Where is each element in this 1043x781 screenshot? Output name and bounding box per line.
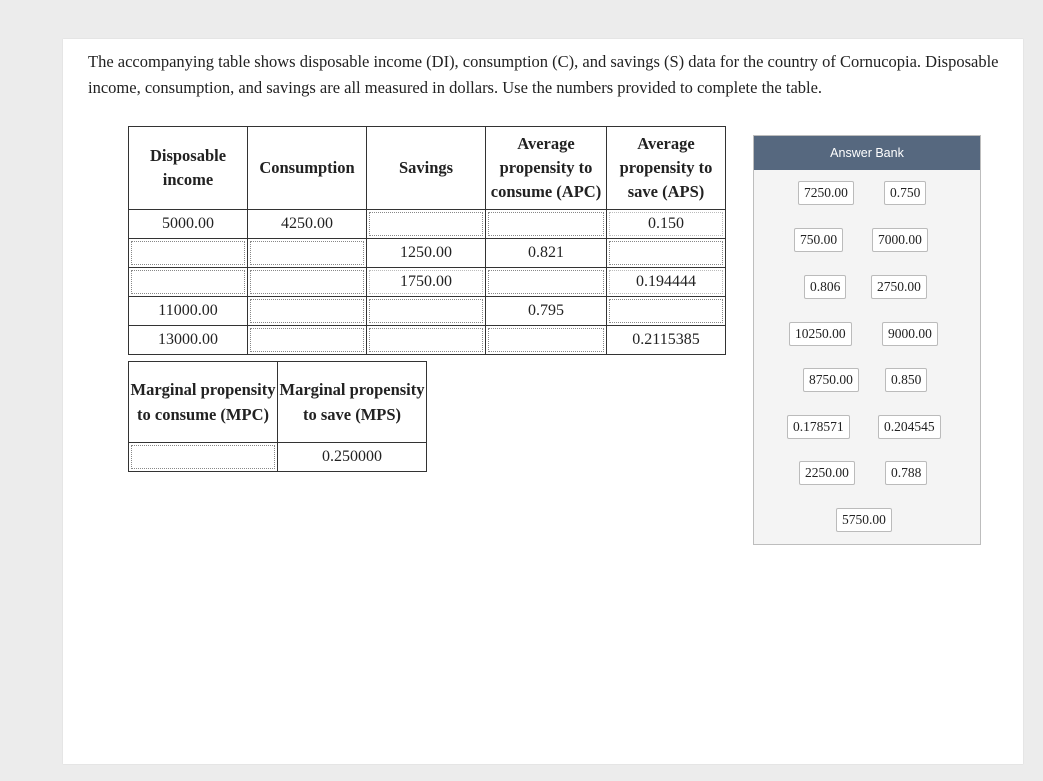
header-consumption: Consumption <box>248 127 367 210</box>
table-row <box>129 239 726 268</box>
drop-target[interactable] <box>250 241 364 265</box>
cell-value-mps: 0.250000 <box>322 448 382 465</box>
answer-bank-title: Answer Bank <box>754 136 980 170</box>
answer-chip[interactable]: 9000.00 <box>882 322 938 346</box>
marginal-table <box>128 361 427 472</box>
answer-chip[interactable]: 750.00 <box>794 228 843 252</box>
header-savings: Savings <box>367 127 486 210</box>
answer-chip[interactable]: 2750.00 <box>871 275 927 299</box>
drop-target[interactable] <box>369 212 483 236</box>
header-apc: Average propensity to consume (APC) <box>486 127 607 210</box>
answer-chip[interactable]: 0.204545 <box>878 415 941 439</box>
answer-chip[interactable]: 7250.00 <box>798 181 854 205</box>
cell-value: 4250.00 <box>281 215 333 232</box>
answer-chip[interactable]: 0.750 <box>884 181 926 205</box>
drop-target[interactable] <box>131 270 245 294</box>
drop-target[interactable] <box>131 241 245 265</box>
cell-value: 0.150 <box>609 212 723 236</box>
answer-chip[interactable]: 7000.00 <box>872 228 928 252</box>
answer-chip[interactable]: 8750.00 <box>803 368 859 392</box>
drop-target[interactable] <box>250 270 364 294</box>
drop-target[interactable] <box>609 299 723 323</box>
cell-value: 0.194444 <box>609 270 723 294</box>
cell-value: 1250.00 <box>400 244 452 261</box>
table-row <box>129 210 726 239</box>
answer-chip[interactable]: 0.178571 <box>787 415 850 439</box>
question-card <box>63 39 1023 764</box>
drop-target[interactable] <box>250 328 364 352</box>
cell-value: 0.821 <box>528 244 564 261</box>
answer-chip[interactable]: 0.806 <box>804 275 846 299</box>
drop-target[interactable] <box>369 299 483 323</box>
answer-chip[interactable]: 5750.00 <box>836 508 892 532</box>
answer-chip[interactable]: 10250.00 <box>789 322 852 346</box>
data-table <box>128 126 726 355</box>
answer-chip[interactable]: 2250.00 <box>799 461 855 485</box>
cell-value: 0.795 <box>528 302 564 319</box>
drop-target[interactable] <box>609 241 723 265</box>
cell-value: 0.2115385 <box>632 331 700 348</box>
instructions-text: The accompanying table shows disposable income (DI), consumption (C), and savings (S) data for the country of Cornucopia. Disposable income, consumption, and savings are all measured in dollars. Use the numbers provided to complete the table. <box>88 52 999 97</box>
cell-value: 1750.00 <box>369 270 483 294</box>
header-aps: Average propensity to save (APS) <box>607 127 726 210</box>
drop-target[interactable] <box>488 270 604 294</box>
cell-value: 13000.00 <box>158 331 218 348</box>
answer-chip[interactable]: 0.850 <box>885 368 927 392</box>
header-disposable-income: Disposable income <box>129 127 248 210</box>
cell-value: 11000.00 <box>158 302 218 319</box>
table-row <box>129 297 726 326</box>
header-mpc: Marginal propensity to consume (MPC) <box>129 362 278 443</box>
answer-chip[interactable]: 0.788 <box>885 461 927 485</box>
drop-target[interactable] <box>488 212 604 236</box>
table-row <box>129 443 427 472</box>
cell-value: 5000.00 <box>162 215 214 232</box>
drop-target[interactable] <box>488 328 604 352</box>
table-row <box>129 326 726 355</box>
header-mps: Marginal propensity to save (MPS) <box>278 362 427 443</box>
answer-bank <box>753 135 981 545</box>
drop-target-mpc[interactable] <box>131 445 275 469</box>
table-row <box>129 268 726 297</box>
drop-target[interactable] <box>369 328 483 352</box>
drop-target[interactable] <box>250 299 364 323</box>
